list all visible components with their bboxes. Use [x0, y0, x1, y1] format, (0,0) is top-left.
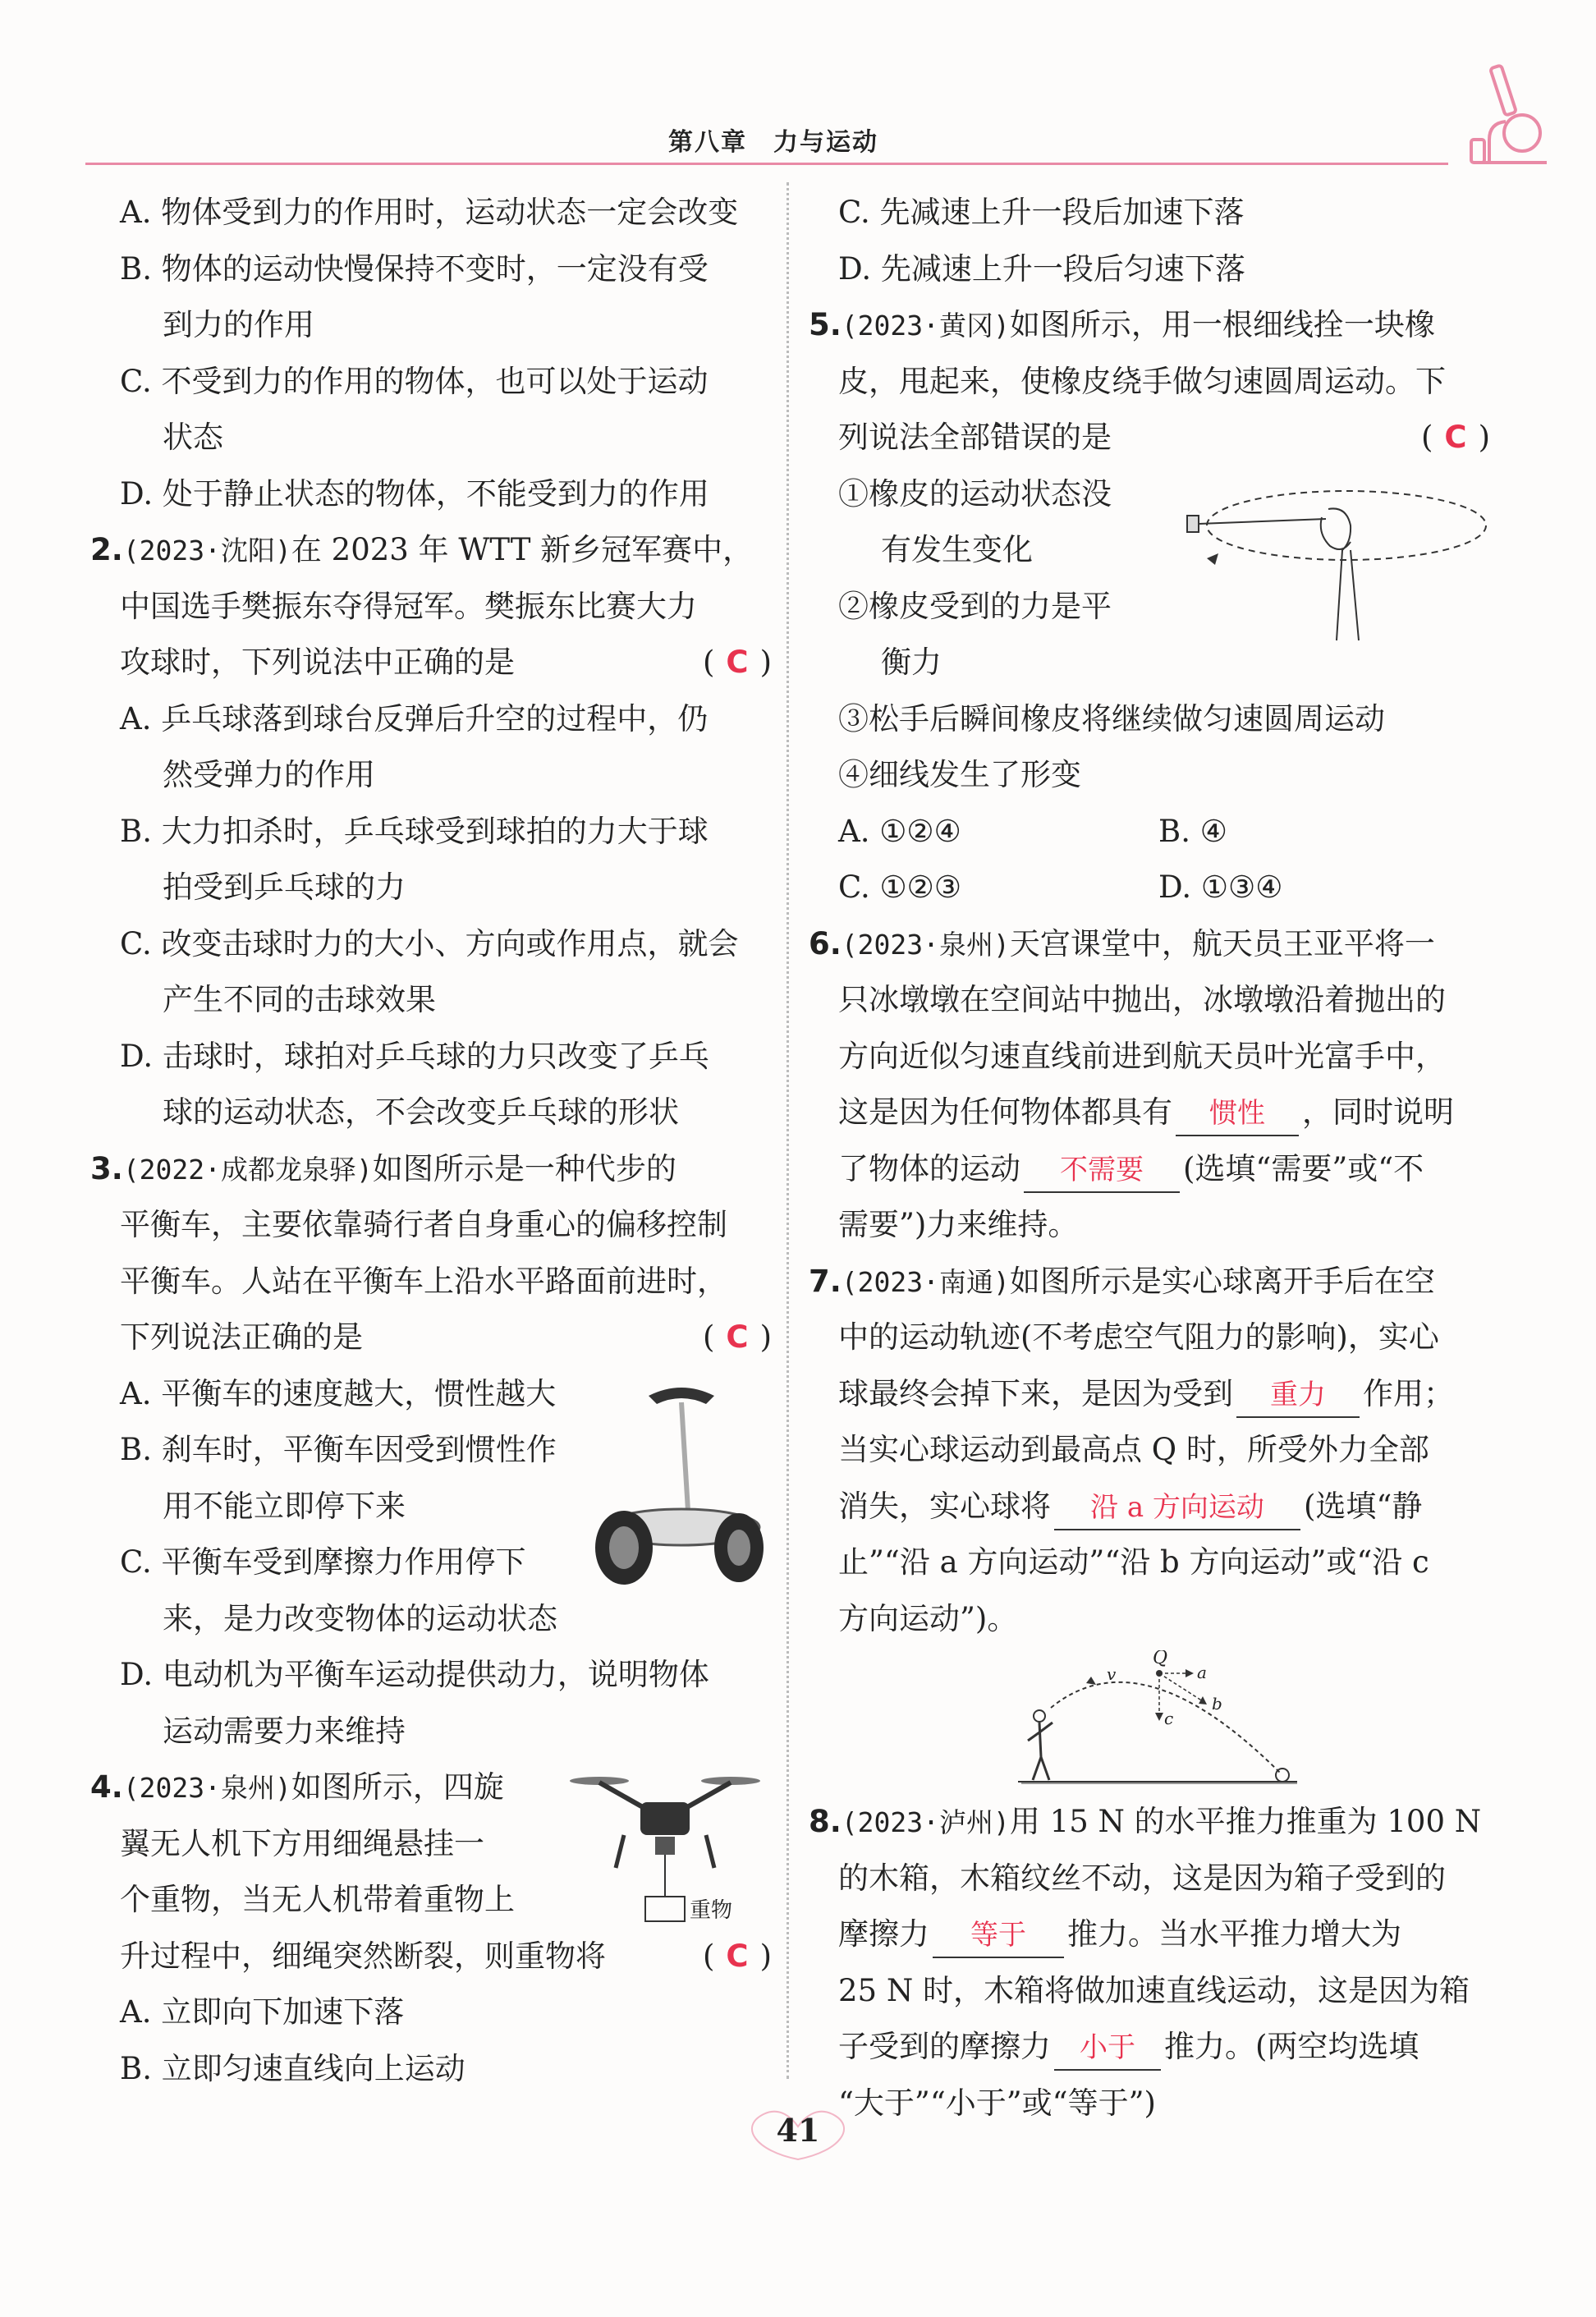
q3-stem-line3: 平衡车。人站在平衡车上沿水平路面前进时，	[120, 1263, 727, 1299]
microscope-icon	[1465, 57, 1555, 172]
q7-blank-2: 沿 a 方向运动	[1054, 1486, 1300, 1530]
q8-blank-2: 小于	[1054, 2026, 1161, 2071]
q2-option-b: B. 大力扣杀时，乒乓球受到球拍的力大于球	[120, 813, 709, 849]
q4-stem: 4.(2023·泉州)如图所示，四旋	[90, 1769, 504, 1805]
label-c: c	[1164, 1709, 1174, 1728]
q4-option-b: B. 立即匀速直线向上运动	[120, 2050, 466, 2086]
q2-stem: 2.(2023·沈阳)在 2023 年 WTT 新乡冠军赛中，	[90, 532, 754, 567]
q5-stem: 5.(2023·黄冈)如图所示，用一根细线拴一块橡	[809, 307, 1435, 342]
page-header	[85, 115, 1481, 164]
q2-option-a-cont: 然受弹力的作用	[163, 757, 375, 792]
q8-stem-line2: 的木箱，木箱纹丝不动，这是因为箱子受到的	[838, 1860, 1446, 1896]
q2-option-b-cont: 拍受到乒乓球的力	[163, 869, 406, 905]
q5-answer: ( C )	[1420, 420, 1490, 455]
q3-stem: 3.(2022·成都龙泉驿)如图所示是一种代步的	[90, 1150, 676, 1186]
q7-blank-1: 重力	[1236, 1374, 1360, 1418]
q8-stem-line6: “大于”“小于”或“等于”)	[838, 2085, 1156, 2121]
q5-option-d: D. ①③④	[1158, 869, 1283, 905]
q3-option-c-cont: 来，是力改变物体的运动状态	[163, 1600, 557, 1636]
q2-stem-line2: 中国选手樊振东夺得冠军。樊振东比赛大力	[120, 588, 697, 624]
q3-answer: ( C )	[702, 1319, 772, 1355]
q5-statement-4: ④细线发生了形变	[838, 757, 1081, 792]
q8-stem-line3: 摩擦力 等于 推力。当水平推力增大为	[809, 1906, 1490, 1963]
q4-option-c: C. 先减速上升一段后加速下落	[838, 195, 1245, 230]
q6-blank-2: 不需要	[1024, 1149, 1180, 1193]
q3-stem-line2: 平衡车，主要依靠骑行者自身重心的偏移控制	[120, 1207, 727, 1242]
q2-answer: ( C )	[702, 645, 772, 680]
q7-stem-line6: 止”“沿 a 方向运动”“沿 b 方向运动”或“沿 c	[838, 1544, 1429, 1580]
q6-stem-line2: 只冰墩墩在空间站中抛出，冰墩墩沿着抛出的	[838, 982, 1446, 1017]
q1-option-d: D. 处于静止状态的物体，不能受到力的作用	[120, 475, 709, 512]
q2-option-d-cont: 球的运动状态，不会改变乒乓球的形状	[163, 1094, 679, 1130]
q5-statement-3: ③松手后瞬间橡皮将继续做匀速圆周运动	[838, 700, 1385, 736]
weight-label: 重物	[690, 1898, 733, 1923]
q2-option-d: D. 击球时，球拍对乒乓球的力只改变了乒乓	[120, 1038, 709, 1074]
q3-stem-line4: 下列说法正确的是 ( C )	[90, 1310, 772, 1366]
q5-options-cd	[809, 860, 1490, 916]
q5-stem-line3: 列说法全部错误 • •的是 ( C )	[809, 410, 1490, 466]
q1-option-a: A. 物体受到力的作用时，运动状态一定会改变	[120, 195, 739, 230]
column-divider	[787, 182, 789, 2079]
q5-options-ab	[809, 804, 1490, 860]
q3-option-b-cont: 用不能立即停下来	[163, 1488, 406, 1524]
q6-stem-line6: 需要”)力来维持。	[838, 1207, 1079, 1242]
q7-stem-line2: 中的运动轨迹(不考虑空气阻力的影响)，实心	[838, 1319, 1439, 1355]
page-number: 41	[776, 2112, 820, 2149]
q2-option-c: C. 改变击球时力的大小、方向或作用点，就会	[120, 925, 739, 961]
right-column	[809, 185, 1490, 1647]
chapter-title: 第八章 力与运动	[668, 128, 878, 157]
q3-option-d: D. 电动机为平衡车运动提供动力，说明物体	[120, 1657, 709, 1692]
q3-option-a: A. 平衡车的速度越大，惯性越大	[120, 1375, 557, 1411]
q5-option-b: B. ④	[1158, 813, 1227, 849]
q5-statement-1-cont: 有发生变化	[881, 532, 1033, 567]
shot-put-trajectory-figure	[1018, 1650, 1314, 1790]
q5-stem-line2: 皮，甩起来，使橡皮绕手做匀速圆周运动。下	[838, 363, 1446, 399]
q6-blank-1: 惯性	[1176, 1092, 1299, 1136]
q5-statement-2: ②橡皮受到的力是平	[838, 588, 1112, 624]
q3-option-c: C. 平衡车受到摩擦力作用停下	[120, 1544, 526, 1580]
q4-stem-line2: 翼无人机下方用细绳悬挂一	[120, 1825, 484, 1861]
q2-option-a: A. 乒乓球落到球台反弹后升空的过程中，仍	[120, 700, 709, 736]
q6-stem: 6.(2023·泉州)天宫课堂中，航天员王亚平将一	[809, 925, 1435, 961]
q7-stem-line5: 消失，实心球将 沿 a 方向运动 (选填“静	[809, 1479, 1490, 1535]
q1-option-c-cont: 状态	[163, 420, 223, 455]
q1-option-b: B. 物体的运动快慢保持不变时，一定没有受	[120, 250, 709, 287]
q8-stem: 8.(2023·泸州)用 15 N 的水平推力推重为 100 N	[809, 1804, 1482, 1839]
q8-block	[809, 1794, 1490, 2131]
q4-option-a: A. 立即向下加速下落	[120, 1994, 405, 2030]
eraser-circular-motion-figure	[1182, 476, 1494, 657]
q8-blank-1: 等于	[933, 1914, 1064, 1958]
q5-statement-2-cont: 衡力	[881, 645, 942, 680]
q2-option-c-cont: 产生不同的击球效果	[163, 982, 436, 1017]
q6-stem-line5: 了物体的运动 不需要 (选填“需要”或“不	[809, 1141, 1490, 1198]
q3-option-b: B. 刹车时，平衡车因受到惯性作	[120, 1432, 557, 1467]
q4-answer: ( C )	[702, 1938, 772, 1974]
q2-stem-line3: 攻球时，下列说法中正确的是 ( C )	[90, 635, 772, 691]
q5-option-c: C. ①②③	[838, 869, 962, 905]
q5-option-a: A. ①②④	[838, 813, 961, 849]
q6-stem-line4: 这是因为任何物体都具有 惯性 ，同时说明	[809, 1085, 1490, 1141]
q6-stem-line3: 方向近似匀速直线前进到航天员叶光富手中，	[838, 1038, 1446, 1074]
q5-statement-1: ①橡皮的运动状态没	[838, 475, 1112, 512]
q4-option-d: D. 先减速上升一段后匀速下落	[838, 250, 1245, 287]
q8-stem-line4: 25 N 时，木箱将做加速直线运动，这是因为箱	[838, 1972, 1470, 2008]
header-rule	[85, 163, 1448, 165]
q1-option-c: C. 不受到力的作用的物体，也可以处于运动	[120, 363, 709, 399]
q7-stem-line4: 当实心球运动到最高点 Q 时，所受外力全部	[838, 1432, 1429, 1467]
q8-stem-line5: 子受到的摩擦力 小于 推力。(两空均选填	[809, 2019, 1490, 2076]
q7-stem-line3: 球最终会掉下来，是因为受到 重力 作用；	[809, 1366, 1490, 1423]
q1-option-b-cont: 到力的作用	[163, 307, 314, 342]
label-b: b	[1212, 1694, 1222, 1714]
q3-option-d-cont: 运动需要力来维持	[163, 1713, 406, 1749]
label-a: a	[1197, 1663, 1207, 1682]
q4-stem-line3: 个重物，当无人机带着重物上	[120, 1882, 515, 1917]
q4-stem-line4: 升过程中，细绳突然断裂，则重物将 ( C )	[90, 1929, 772, 1985]
q7-stem-line7: 方向运动”)。	[838, 1600, 1018, 1636]
q7-stem: 7.(2023·南通)如图所示是实心球离开手后在空	[809, 1263, 1435, 1299]
label-q: Q	[1153, 1650, 1168, 1668]
drone-figure	[566, 1769, 764, 1934]
balance-scooter-figure	[591, 1379, 772, 1593]
label-v: v	[1107, 1664, 1117, 1684]
